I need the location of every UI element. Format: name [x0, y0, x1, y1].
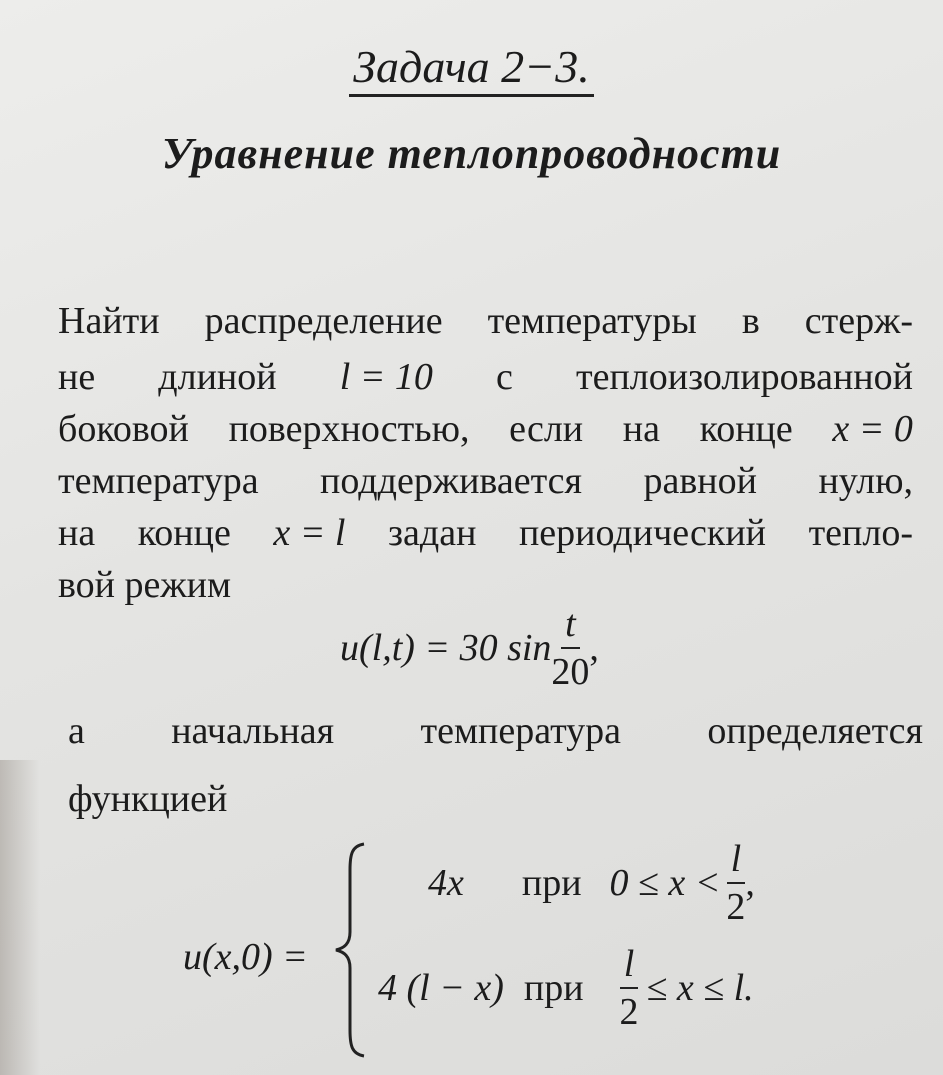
- text-line-6: вой режим: [58, 564, 232, 606]
- problem-title: Задача 2−3.: [0, 40, 943, 93]
- left-brace-icon: [330, 840, 370, 1060]
- fraction-t-over-20: $\frac{t}{20}$: [551, 603, 590, 693]
- initial-condition-lhs: u(x,0) =: [183, 936, 308, 978]
- piecewise-case-2: 4 (l − x) при $\frac{l}{2}$ ≤ x ≤ l.: [378, 943, 754, 1033]
- page-shadow: [0, 760, 40, 1075]
- text-line-3: боковой поверхностью, если на конце x = 0: [58, 408, 913, 450]
- text-line-5: на конце x = l задан периодический тепло-: [58, 512, 913, 554]
- text-line-1: Найти распределение температуры в стерж-: [58, 300, 913, 342]
- problem-subtitle: Уравнение теплопроводности: [161, 129, 782, 178]
- text-line-2: не длиной l = 10 с теплоизолированной: [58, 356, 913, 398]
- fraction-l-over-2: $\frac{l}{2}$: [619, 943, 639, 1033]
- text-line-7: а начальная температура определяется: [68, 710, 923, 752]
- text-line-4: температура поддерживается равной нулю,: [58, 460, 913, 502]
- piecewise-case-1: 4x при 0 ≤ x < $\frac{l}{2}$ ,: [428, 838, 755, 928]
- text-line-8: функцией: [68, 778, 228, 820]
- boundary-condition-equation: u(l,t) = 30 sin $\frac{t}{20}$ ,: [340, 603, 599, 693]
- fraction-l-over-2: $\frac{l}{2}$: [726, 838, 746, 928]
